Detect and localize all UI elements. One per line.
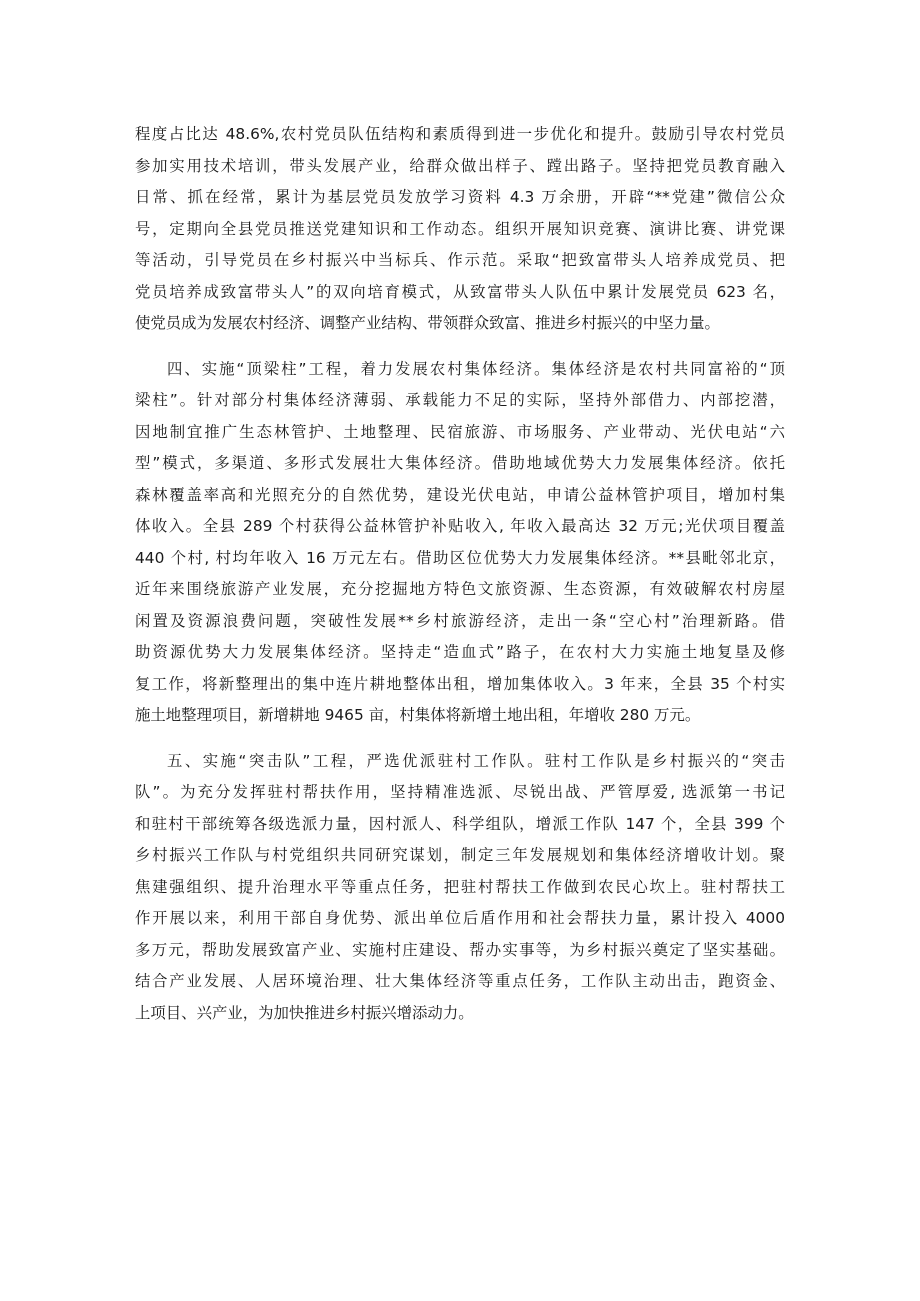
text-line: 作开展以来，利用干部自身优势、派出单位后盾作用和社会帮扶力量，累计投入 4000 (135, 909, 785, 927)
text-line: 参加实用技术培训，带头发展产业，给群众做出样子、蹚出路子。坚持把党员教育融入 (135, 156, 785, 175)
text-line: 梁柱”。针对部分村集体经济薄弱、承载能力不足的实际，坚持外部借力、内部挖潜， (135, 391, 785, 409)
section-heading-line: 五、实施“突击队”工程，严选优派驻村工作队。驻村工作队是乡村振兴的“突击 (167, 751, 785, 770)
text-line: 乡村振兴工作队与村党组织共同研究谋划，制定三年发展规划和集体经济增收计划。聚 (135, 846, 785, 864)
text-line: 日常、抓在经常，累计为基层党员发放学习资料 4.3 万余册，开辟“**党建”微信公众 (135, 188, 785, 206)
text-line: 施土地整理项目，新增耕地 9465 亩，村集体将新增土地出租，年增收 280 万元。 (135, 706, 701, 724)
text-line: 焦建强组织、提升治理水平等重点任务，把驻村帮扶工作做到农民心坎上。驻村帮扶工 (135, 877, 785, 896)
section-heading-line: 四、实施“顶梁柱”工程，着力发展农村集体经济。集体经济是农村共同富裕的“顶 (167, 359, 785, 378)
text-line: 使党员成为发展农村经济、调整产业结构、带领群众致富、推进乡村振兴的中坚力量。 (135, 314, 720, 332)
text-line: 队”。为充分发挥驻村帮扶作用，坚持精准选派、尽锐出战、严管厚爱, 选派第一书记 (135, 783, 785, 801)
text-line: 和驻村干部统筹各级选派力量，因村派人、科学组队，增派工作队 147 个，全县 399 个 (135, 814, 785, 833)
paragraph-section-four (135, 354, 785, 732)
text-line: 程度占比达 48.6%,农村党员队伍结构和素质得到进一步优化和提升。鼓励引导农村党员 (135, 125, 785, 143)
text-line: 体收入。全县 289 个村获得公益林管护补贴收入, 年收入最高达 32 万元;光伏项目覆盖 (135, 517, 785, 535)
text-line: 复工作，将新整理出的集中连片耕地整体出租，增加集体收入。3 年来，全县 35 个村实 (135, 674, 785, 693)
paragraph-party-member-education (135, 119, 785, 340)
text-line: 因地制宜推广生态林管护、土地整理、民宿旅游、市场服务、产业带动、光伏电站“六 (135, 422, 785, 441)
text-line: 多万元，帮助发展致富产业、实施村庄建设、帮办实事等，为乡村振兴奠定了坚实基础。 (135, 940, 785, 959)
text-line: 号，定期向全县党员推送党建知识和工作动态。组织开展知识竞赛、演讲比赛、讲党课 (135, 219, 785, 238)
text-line: 440 个村, 村均年收入 16 万元左右。借助区位优势大力发展集体经济。**县毗邻北京， (135, 548, 785, 567)
document-body (135, 119, 785, 1043)
text-line: 上项目、兴产业，为加快推进乡村振兴增添动力。 (135, 1003, 474, 1022)
text-line: 等活动，引导党员在乡村振兴中当标兵、作示范。采取“把致富带头人培养成党员、把 (135, 251, 785, 269)
text-line: 结合产业发展、人居环境治理、壮大集体经济等重点任务，工作队主动出击，跑资金、 (135, 972, 785, 990)
text-line: 近年来围绕旅游产业发展，充分挖掘地方特色文旅资源、生态资源，有效破解农村房屋 (135, 580, 785, 598)
text-line: 森林覆盖率高和光照充分的自然优势，建设光伏电站，申请公益林管护项目，增加村集 (135, 485, 785, 504)
text-line: 型”模式，多渠道、多形式发展壮大集体经济。借助地域优势大力发展集体经济。依托 (135, 454, 785, 472)
text-line: 助资源优势大力发展集体经济。坚持走“造血式”路子，在农村大力实施土地复垦及修 (135, 643, 785, 661)
text-line: 闲置及资源浪费问题，突破性发展**乡村旅游经济，走出一条“空心村”治理新路。借 (135, 611, 785, 630)
text-line: 党员培养成致富带头人”的双向培育模式，从致富带头人队伍中累计发展党员 623 名， (135, 282, 785, 301)
paragraph-section-five (135, 746, 785, 1030)
